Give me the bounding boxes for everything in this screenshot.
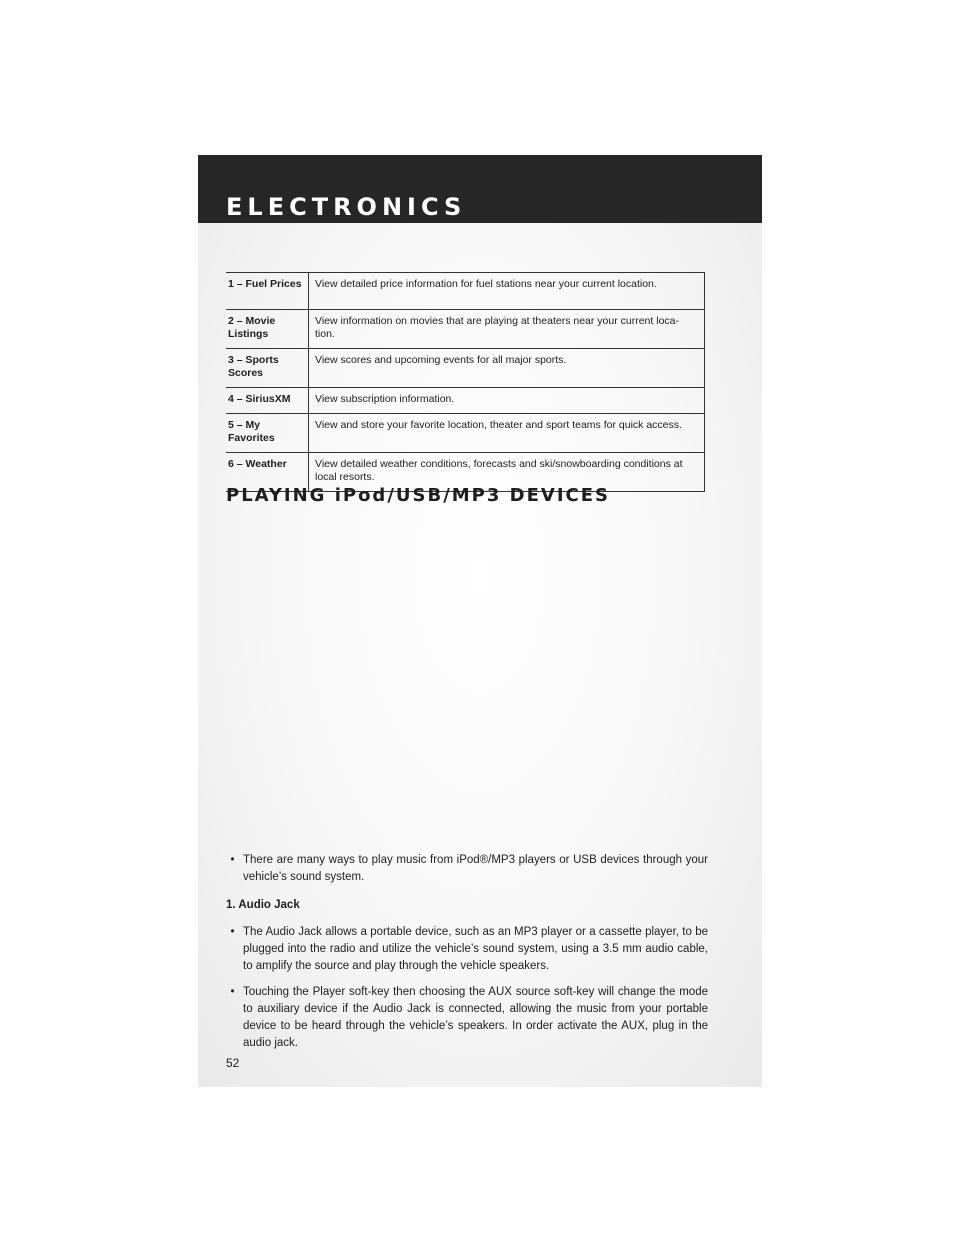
feature-description: View detailed price information for fuel stations near your current location. [309,273,705,310]
feature-label: 2 – Movie Listings [226,310,309,349]
bullet-icon: • [230,854,235,866]
feature-label: 4 – SiriusXM [226,388,309,414]
header-title: ELECTRONICS [226,193,467,221]
bullet-text: The Audio Jack allows a portable device, such as an MP3 player or a cassette player, to be plugged into the radio and utilize the vehicle’s sound system, using a 3.5 mm audio cable, to amplify the source and play through the vehicle speakers. [243,926,708,972]
feature-label: 1 – Fuel Prices [226,273,309,310]
features-table [226,272,705,492]
manual-page [198,155,762,1087]
feature-label: 5 – My Favorites [226,414,309,453]
feature-label: 6 – Weather [226,453,309,492]
page-number: 52 [226,1056,240,1070]
subheading: 1. Audio Jack [226,899,300,911]
header-bar [198,155,762,223]
bullet-text: Touching the Player soft-key then choosing the AUX source soft-key will change the mode to auxiliary device if the Audio Jack is connected, allowing the music from your portable device to be heard through the vehicle’s speakers. In order activate the AUX, plug in the audio jack. [243,986,708,1049]
feature-description: View scores and upcoming events for all major sports. [309,349,705,388]
list-item [226,924,708,975]
table-row [226,310,705,349]
table-row [226,349,705,388]
feature-description: View information on movies that are playing at theaters near your current loca- tion. [309,310,705,349]
feature-label: 3 – Sports Scores [226,349,309,388]
feature-description: View detailed weather conditions, forecasts and ski/snowboarding conditions at local resorts. [309,453,705,492]
list-item [226,852,708,886]
section-heading: PLAYING iPod/USB/MP3 DEVICES [226,485,610,506]
bullet-text: There are many ways to play music from iPod®/MP3 players or USB devices through your vehicle’s sound system. [243,854,708,883]
bullet-icon: • [230,986,235,998]
feature-description: View and store your favorite location, theater and sport teams for quick access. [309,414,705,453]
bullet-icon: • [230,926,235,938]
table-row [226,388,705,414]
table-row [226,273,705,310]
bullet-list [226,924,708,1052]
feature-description: View subscription information. [309,388,705,414]
list-item [226,984,708,1052]
table-row [226,414,705,453]
intro-paragraph [226,852,708,886]
